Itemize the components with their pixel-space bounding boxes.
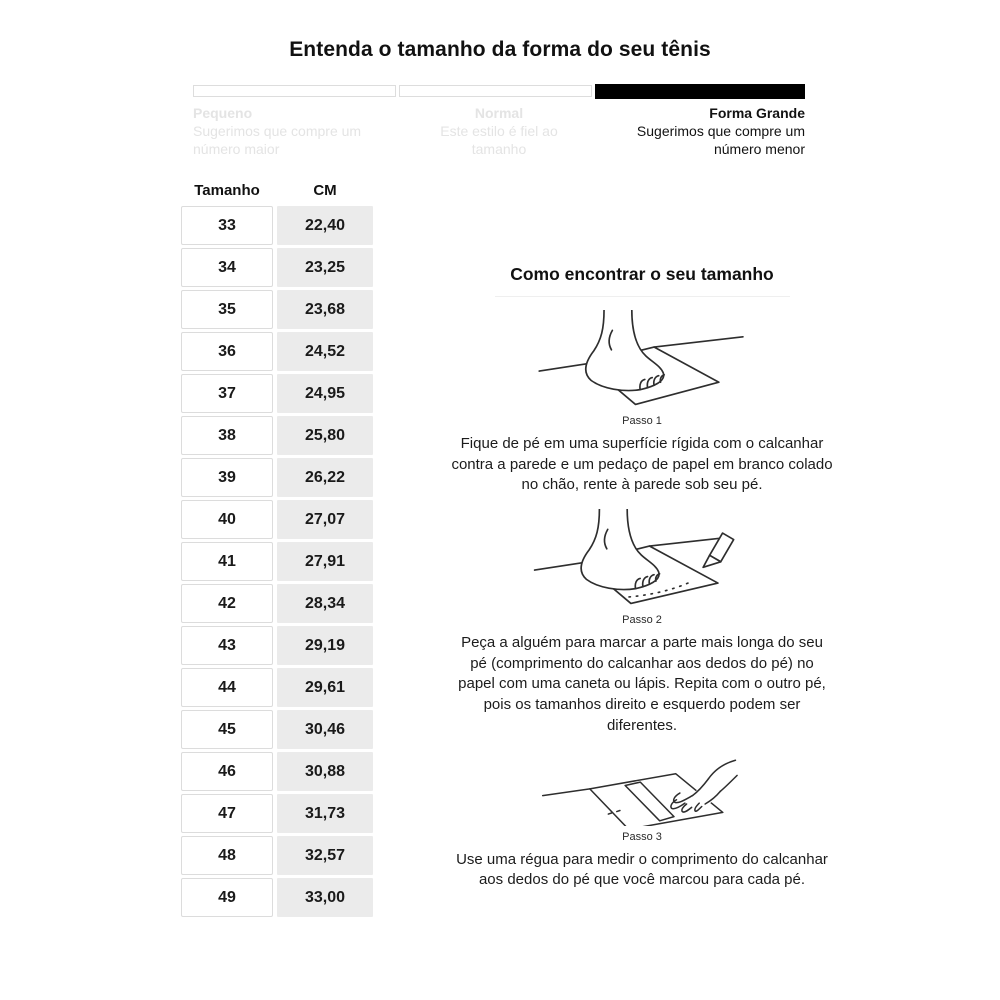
fit-meter <box>193 83 805 99</box>
fit-label-title: Pequeno <box>193 105 253 121</box>
size-value-cell: 37 <box>181 374 273 413</box>
table-row <box>181 668 373 707</box>
table-row <box>181 878 373 917</box>
cm-value-cell: 32,57 <box>277 836 373 875</box>
foot-on-paper-icon <box>535 310 749 410</box>
how-to-section <box>451 264 833 891</box>
fit-meter-segment-forma-grande <box>595 84 805 99</box>
size-value-cell: 46 <box>181 752 273 791</box>
cm-value-cell: 31,73 <box>277 794 373 833</box>
fit-label-description: Sugerimos que compre um número maior <box>193 123 362 158</box>
fit-label-forma-grande <box>635 104 805 159</box>
size-value-cell: 44 <box>181 668 273 707</box>
size-table-header <box>181 182 373 199</box>
table-row <box>181 416 373 455</box>
step-label: Passo 3 <box>622 830 662 843</box>
size-value-cell: 35 <box>181 290 273 329</box>
cm-value-cell: 26,22 <box>277 458 373 497</box>
column-header-tamanho: Tamanho <box>194 182 260 199</box>
table-row <box>181 248 373 287</box>
size-value-cell: 45 <box>181 710 273 749</box>
table-row <box>181 626 373 665</box>
fit-label-pequeno <box>193 104 363 159</box>
table-row <box>181 584 373 623</box>
step-text: Peça a alguém para marcar a parte mais longa do seu pé (comprimento do calcanhar aos dedos do pé) no papel com uma caneta ou lápis. Repita com o outro pé, pois os tamanhos direito e esquerdo podem ser diferentes. <box>458 634 826 734</box>
table-row <box>181 290 373 329</box>
fit-labels <box>193 104 805 159</box>
table-row <box>181 458 373 497</box>
table-row <box>181 374 373 413</box>
table-row <box>181 710 373 749</box>
cm-value-cell: 23,68 <box>277 290 373 329</box>
step-text: Use uma régua para medir o comprimento do calcanhar aos dedos do pé que você marcou para cada pé. <box>456 850 828 889</box>
cm-value-cell: 29,61 <box>277 668 373 707</box>
cm-value-cell: 27,91 <box>277 542 373 581</box>
table-row <box>181 206 373 245</box>
size-value-cell: 36 <box>181 332 273 371</box>
cm-value-cell: 29,19 <box>277 626 373 665</box>
fit-label-title: Forma Grande <box>709 105 805 121</box>
foot-marking-pencil-icon <box>530 509 754 609</box>
cm-value-cell: 28,34 <box>277 584 373 623</box>
ruler-measure-hand-icon <box>541 750 743 826</box>
fit-meter-segment-pequeno <box>193 85 396 97</box>
table-row <box>181 500 373 539</box>
cm-value-cell: 22,40 <box>277 206 373 245</box>
fit-label-description: Este estilo é fiel ao tamanho <box>440 123 558 158</box>
size-value-cell: 38 <box>181 416 273 455</box>
cm-value-cell: 24,95 <box>277 374 373 413</box>
size-value-cell: 34 <box>181 248 273 287</box>
size-value-cell: 43 <box>181 626 273 665</box>
size-table <box>181 182 373 920</box>
fit-label-description: Sugerimos que compre um número menor <box>636 123 805 158</box>
table-row <box>181 332 373 371</box>
cm-value-cell: 30,88 <box>277 752 373 791</box>
fit-label-title: Normal <box>474 105 524 121</box>
step-3 <box>451 750 833 891</box>
cm-value-cell: 24,52 <box>277 332 373 371</box>
size-value-cell: 41 <box>181 542 273 581</box>
size-value-cell: 49 <box>181 878 273 917</box>
table-row <box>181 752 373 791</box>
fit-label-normal <box>419 104 579 159</box>
step-label: Passo 2 <box>622 614 662 627</box>
fit-meter-segment-normal <box>399 85 592 97</box>
column-header-cm: CM <box>313 182 337 199</box>
cm-value-cell: 33,00 <box>277 878 373 917</box>
cm-value-cell: 25,80 <box>277 416 373 455</box>
step-2 <box>451 509 833 736</box>
cm-value-cell: 27,07 <box>277 500 373 539</box>
size-value-cell: 40 <box>181 500 273 539</box>
size-value-cell: 33 <box>181 206 273 245</box>
step-label: Passo 1 <box>622 415 662 427</box>
divider <box>495 296 790 297</box>
table-row <box>181 542 373 581</box>
how-to-title: Como encontrar o seu tamanho <box>510 264 774 284</box>
cm-value-cell: 23,25 <box>277 248 373 287</box>
size-value-cell: 39 <box>181 458 273 497</box>
table-row <box>181 836 373 875</box>
step-text: Fique de pé em uma superfície rígida com o calcanhar contra a parede e um pedaço de papel em branco colado no chão, rente à parede sob seu pé. <box>451 435 833 494</box>
cm-value-cell: 30,46 <box>277 710 373 749</box>
page-title: Entenda o tamanho da forma do seu tênis <box>289 38 711 61</box>
size-value-cell: 42 <box>181 584 273 623</box>
table-row <box>181 794 373 833</box>
size-table-body <box>181 206 373 917</box>
size-value-cell: 47 <box>181 794 273 833</box>
size-value-cell: 48 <box>181 836 273 875</box>
step-1 <box>451 310 833 496</box>
